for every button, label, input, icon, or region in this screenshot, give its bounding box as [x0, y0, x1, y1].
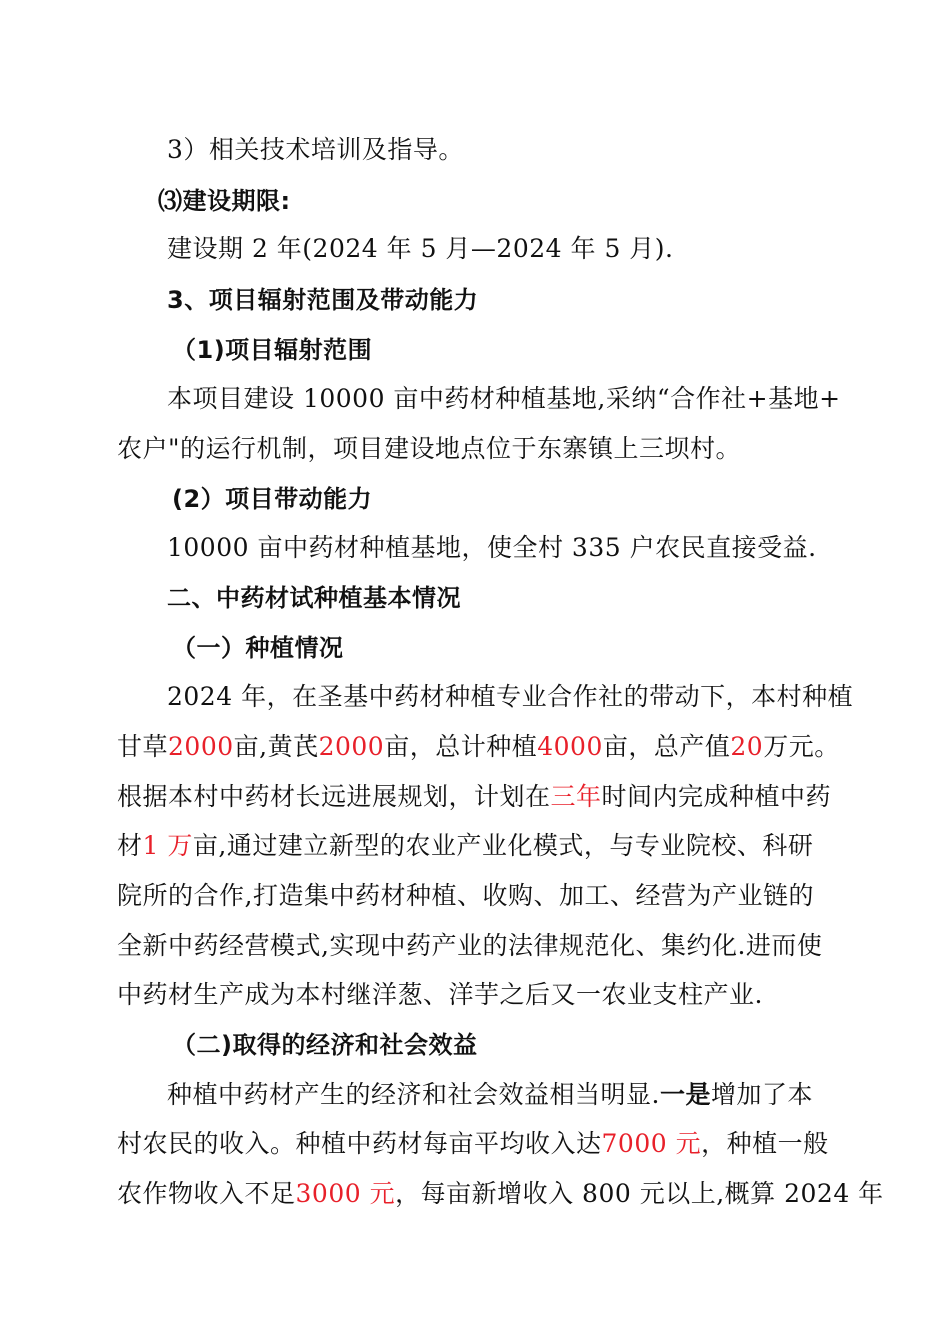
heading-radiation-range: （1)项目辐射范围	[172, 336, 373, 364]
paragraph-training: 3）相关技术培训及指导。	[167, 135, 464, 164]
heading-section-two: 二、中药材试种植基本情况	[167, 584, 461, 612]
heading-construction-period: ⑶建设期限:	[158, 187, 291, 215]
paragraph-scope-line2: 农户"的运行机制，项目建设地点位于东寨镇上三坝村。	[117, 434, 742, 463]
paragraph-scope-line1: 本项目建设 10000 亩中药材种植基地,采纳“合作社+基地+	[167, 384, 841, 413]
paragraph-planting-line4: 材1 万亩,通过建立新型的农业产业化模式，与专业院校、科研	[117, 831, 814, 860]
paragraph-planting-line5: 院所的合作,打造集中药材种植、收购、加工、经营为产业链的	[117, 881, 814, 910]
paragraph-beneficiaries: 10000 亩中药材种植基地，使全村 335 户农民直接受益.	[167, 533, 817, 562]
paragraph-benefits-line2: 村农民的收入。种植中药材每亩平均收入达7000 元，种植一般	[117, 1129, 829, 1158]
paragraph-planting-line7: 中药材生产成为本村继洋葱、洋芋之后又一农业支柱产业.	[117, 980, 763, 1009]
paragraph-planting-line6: 全新中药经营模式,实现中药产业的法律规范化、集约化.进而使	[117, 931, 823, 960]
paragraph-construction-period: 建设期 2 年(2024 年 5 月—2024 年 5 月).	[167, 234, 674, 263]
heading-driving-capacity: (2）项目带动能力	[172, 485, 373, 513]
paragraph-benefits-line1: 种植中药材产生的经济和社会效益相当明显.一是增加了本	[167, 1080, 813, 1109]
paragraph-planting-line2: 甘草2000亩,黄芪2000亩，总计种植4000亩，总产值20万元。	[117, 732, 840, 761]
paragraph-planting-line1: 2024 年，在圣基中药材种植专业合作社的带动下，本村种植	[167, 682, 854, 711]
heading-benefits: （二)取得的经济和社会效益	[172, 1031, 478, 1059]
heading-radiation-scope: 3、项目辐射范围及带动能力	[167, 286, 479, 314]
heading-planting-status: （一）种植情况	[172, 634, 344, 662]
paragraph-planting-line3: 根据本村中药材长远进展规划，计划在三年时间内完成种植中药	[117, 782, 832, 811]
paragraph-benefits-line3: 农作物收入不足3000 元，每亩新增收入 800 元以上,概算 2024 年	[117, 1179, 884, 1208]
